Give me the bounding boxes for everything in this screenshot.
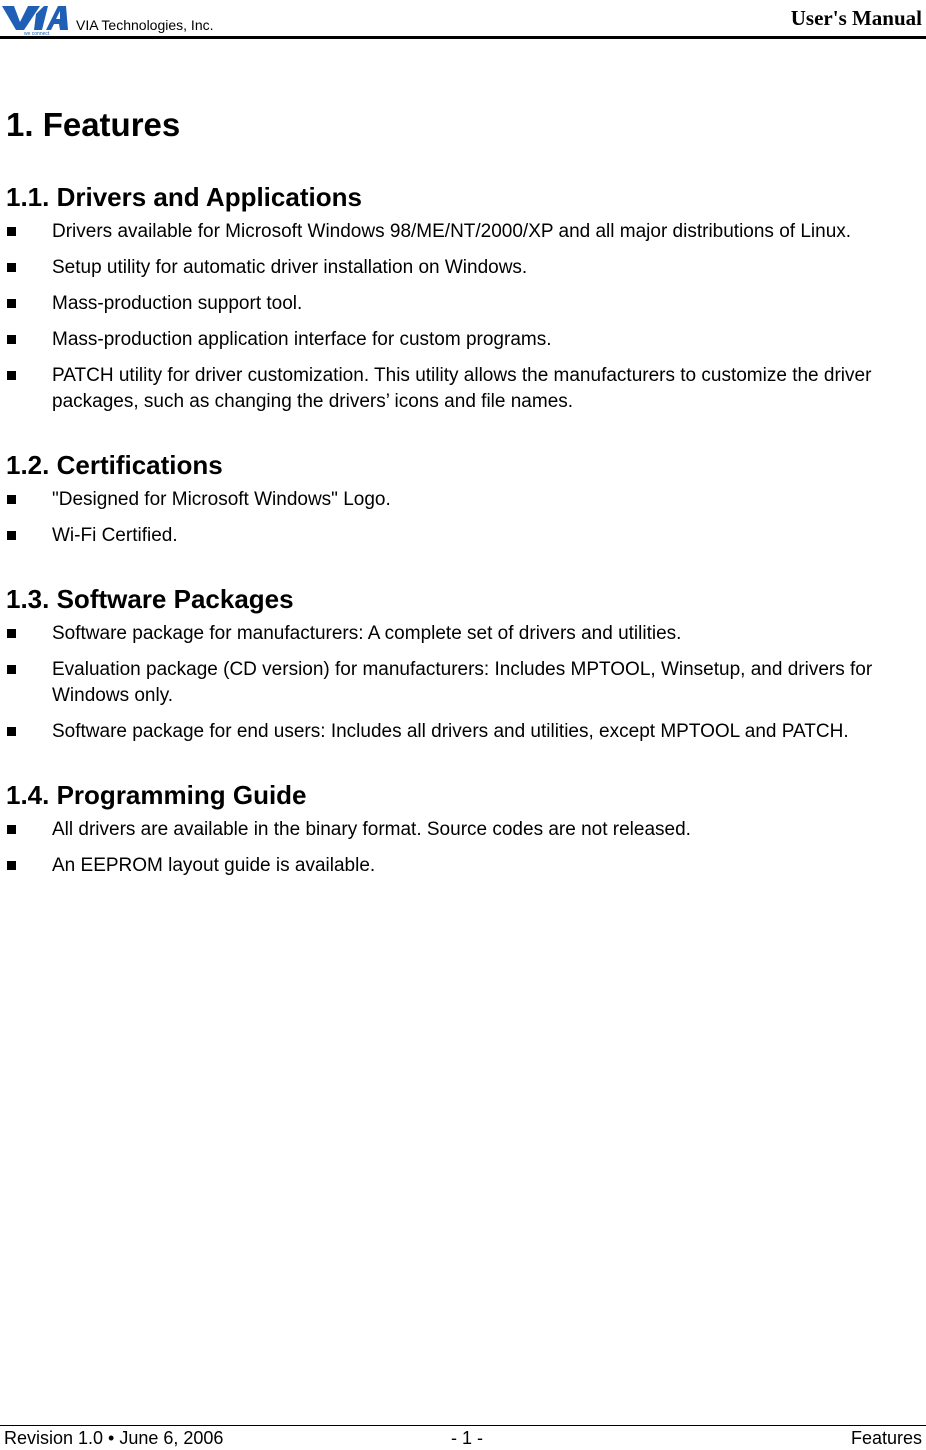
header-rule: [0, 36, 926, 39]
square-bullet-icon: [7, 495, 16, 504]
list-item-text: Evaluation package (CD version) for manufacturers: Includes MPTOOL, Winsetup, and drivers for Windows only.: [52, 659, 873, 706]
list-item: [6, 719, 920, 745]
list-item: [6, 817, 920, 843]
list-item: [6, 657, 920, 709]
section-title: 1.1. Drivers and Applications: [6, 182, 362, 212]
list-item: [6, 853, 920, 879]
footer-page-number: - 1 -: [451, 1428, 484, 1448]
footer-section: Features: [850, 1428, 922, 1448]
list-item-text: Software package for end users: Includes all drivers and utilities, except MPTOOL and PATCH.: [52, 721, 849, 742]
square-bullet-icon: [7, 861, 16, 870]
square-bullet-icon: [7, 263, 16, 272]
chapter-title: 1. Features: [6, 106, 181, 143]
list-item: [6, 363, 920, 415]
list-item: [6, 291, 920, 317]
manual-title: User's Manual: [790, 6, 922, 30]
list-item-text: Wi-Fi Certified.: [52, 525, 178, 546]
page-content: [6, 100, 920, 913]
bullet-list: [6, 817, 920, 879]
section-software-packages: [6, 583, 920, 745]
square-bullet-icon: [7, 227, 16, 236]
square-bullet-icon: [7, 825, 16, 834]
square-bullet-icon: [7, 371, 16, 380]
logo-tagline: we connect: [24, 31, 50, 36]
list-item-text: "Designed for Microsoft Windows" Logo.: [52, 489, 391, 510]
square-bullet-icon: [7, 335, 16, 344]
section-drivers-applications: [6, 181, 920, 415]
footer-revision: Revision 1.0 • June 6, 2006: [4, 1428, 224, 1448]
section-title: 1.2. Certifications: [6, 450, 223, 480]
via-logo-icon: [2, 4, 68, 36]
section-title: 1.4. Programming Guide: [6, 780, 307, 810]
list-item-text: Setup utility for automatic driver installation on Windows.: [52, 257, 528, 278]
square-bullet-icon: [7, 629, 16, 638]
square-bullet-icon: [7, 727, 16, 736]
square-bullet-icon: [7, 531, 16, 540]
section-certifications: [6, 449, 920, 549]
list-item-text: An EEPROM layout guide is available.: [52, 855, 376, 876]
page-footer: [0, 1428, 926, 1450]
list-item: [6, 219, 920, 245]
bullet-list: [6, 621, 920, 745]
list-item-text: PATCH utility for driver customization. This utility allows the manufacturers to customize the driver packages, such as changing the drivers’ icons and file names.: [52, 365, 872, 412]
list-item-text: Mass-production support tool.: [52, 293, 303, 314]
list-item: [6, 255, 920, 281]
list-item-text: Mass-production application interface for custom programs.: [52, 329, 552, 350]
company-name: VIA Technologies, Inc.: [76, 17, 214, 33]
list-item-text: All drivers are available in the binary format. Source codes are not released.: [52, 819, 691, 840]
list-item-text: Drivers available for Microsoft Windows 98/ME/NT/2000/XP and all major distributions of Linux.: [52, 221, 852, 242]
square-bullet-icon: [7, 665, 16, 674]
list-item: [6, 487, 920, 513]
bullet-list: [6, 487, 920, 549]
section-title: 1.3. Software Packages: [6, 584, 294, 614]
list-item: [6, 523, 920, 549]
footer-rule: [0, 1425, 926, 1426]
list-item-text: Software package for manufacturers: A complete set of drivers and utilities.: [52, 623, 682, 644]
page-header: [0, 0, 926, 40]
bullet-list: [6, 219, 920, 415]
list-item: [6, 621, 920, 647]
square-bullet-icon: [7, 299, 16, 308]
section-programming-guide: [6, 779, 920, 879]
list-item: [6, 327, 920, 353]
